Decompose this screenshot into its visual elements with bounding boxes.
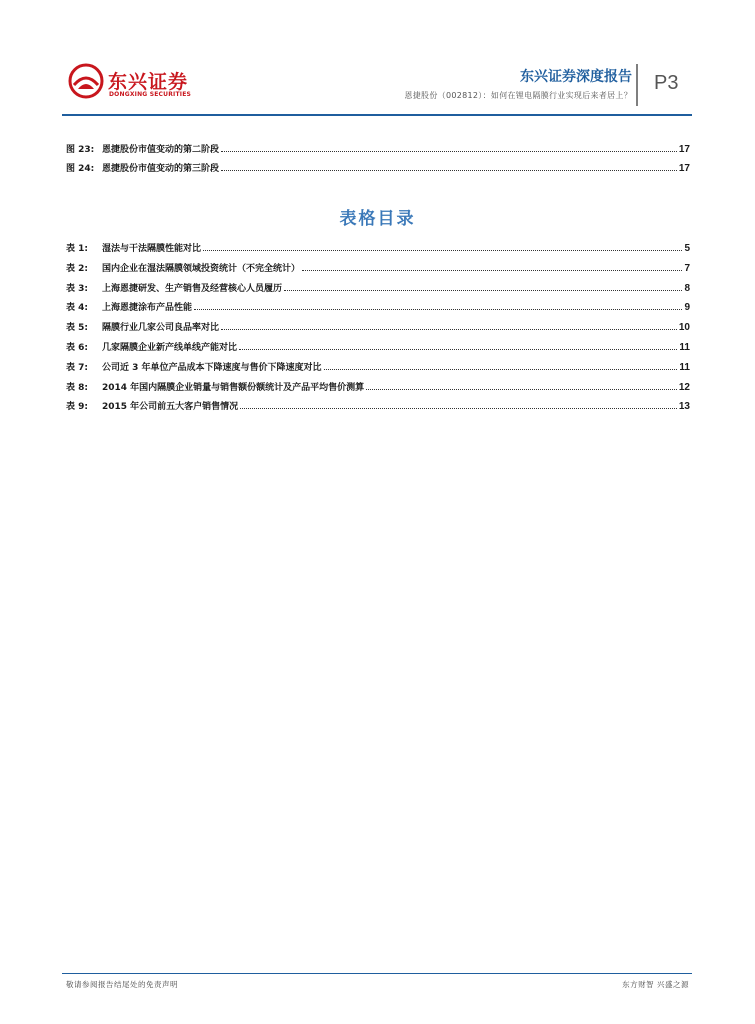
toc-table-item[interactable] xyxy=(66,379,690,393)
report-title: 东兴证券深度报告 xyxy=(520,69,632,85)
tables-toc-heading: 表格目录 xyxy=(339,209,416,229)
header-divider xyxy=(636,64,638,106)
toc-item-title: 国内企业在湿法隔膜领域投资统计（不完全统计） xyxy=(102,264,301,274)
toc-item-title: 恩捷股份市值变动的第三阶段 xyxy=(102,164,220,174)
toc-item-label: 图 23: xyxy=(66,145,95,155)
toc-item-title: 上海恩捷涂布产品性能 xyxy=(102,303,193,313)
toc-item-page: 5 xyxy=(684,243,690,254)
toc-item-title: 几家隔膜企业新产线单线产能对比 xyxy=(102,343,238,353)
company-logo xyxy=(68,63,228,103)
toc-item-page: 17 xyxy=(678,144,690,155)
toc-item-label: 图 24: xyxy=(66,164,95,174)
toc-item-page: 12 xyxy=(678,382,690,393)
toc-leader xyxy=(221,328,677,330)
toc-table-item[interactable] xyxy=(66,319,690,333)
toc-item-label: 表 4: xyxy=(66,303,88,313)
footer-slogan: 东方财智 兴盛之源 xyxy=(622,980,689,989)
toc-table-item[interactable] xyxy=(66,359,690,373)
toc-item-page: 11 xyxy=(679,362,690,373)
toc-item-label: 表 2: xyxy=(66,264,88,274)
toc-figure-item[interactable] xyxy=(66,160,690,174)
toc-table-item[interactable] xyxy=(66,260,690,274)
toc-item-label: 表 1: xyxy=(66,244,88,254)
toc-item-label: 表 3: xyxy=(66,284,88,294)
toc-item-title: 上海恩捷研发、生产销售及经营核心人员履历 xyxy=(102,284,283,294)
toc-table-item[interactable] xyxy=(66,240,690,254)
toc-leader xyxy=(324,368,678,370)
toc-figure-item[interactable] xyxy=(66,141,690,155)
toc-leader xyxy=(240,407,677,409)
toc-item-title: 隔膜行业几家公司良品率对比 xyxy=(102,323,220,333)
toc-item-label: 表 8: xyxy=(66,383,88,393)
toc-item-title: 湿法与干法隔膜性能对比 xyxy=(102,244,202,254)
toc-table-item[interactable] xyxy=(66,398,690,412)
toc-leader xyxy=(302,269,682,271)
toc-item-label: 表 9: xyxy=(66,402,88,412)
toc-item-page: 11 xyxy=(679,342,690,353)
toc-item-page: 8 xyxy=(684,283,690,294)
toc-table-item[interactable] xyxy=(66,339,690,353)
footer-disclaimer: 敬请参阅报告结尾处的免责声明 xyxy=(66,980,178,989)
toc-item-page: 10 xyxy=(678,322,690,333)
toc-leader xyxy=(194,308,682,310)
toc-item-title: 2014 年国内隔膜企业销量与销售额份额统计及产品平均售价测算 xyxy=(102,383,365,393)
toc-item-page: 17 xyxy=(678,163,690,174)
toc-item-title: 恩捷股份市值变动的第二阶段 xyxy=(102,145,220,155)
toc-leader xyxy=(284,289,682,291)
toc-leader xyxy=(203,249,682,251)
header-rule xyxy=(62,114,692,116)
toc-item-page: 9 xyxy=(684,302,690,313)
footer-rule xyxy=(62,973,692,974)
toc-leader xyxy=(239,348,677,350)
dongxing-logo-icon xyxy=(68,63,104,99)
toc-item-title: 2015 年公司前五大客户销售情况 xyxy=(102,402,239,412)
toc-leader xyxy=(221,169,677,171)
logo-english-name: DONGXING SECURITIES xyxy=(109,91,192,98)
toc-item-page: 7 xyxy=(684,263,690,274)
toc-item-title: 公司近 3 年单位产品成本下降速度与售价下降速度对比 xyxy=(102,363,322,373)
toc-item-label: 表 5: xyxy=(66,323,88,333)
toc-item-page: 13 xyxy=(678,401,690,412)
toc-item-label: 表 7: xyxy=(66,363,88,373)
toc-item-label: 表 6: xyxy=(66,343,88,353)
toc-leader xyxy=(366,388,677,390)
toc-table-item[interactable] xyxy=(66,280,690,294)
logo-chinese-name: 东兴证券 xyxy=(108,71,189,93)
page-number: P3 xyxy=(654,72,679,94)
report-subtitle: 恩捷股份（002812）：如何在锂电隔膜行业实现后来者居上？ xyxy=(404,91,632,100)
toc-table-item[interactable] xyxy=(66,299,690,313)
toc-leader xyxy=(221,150,677,152)
